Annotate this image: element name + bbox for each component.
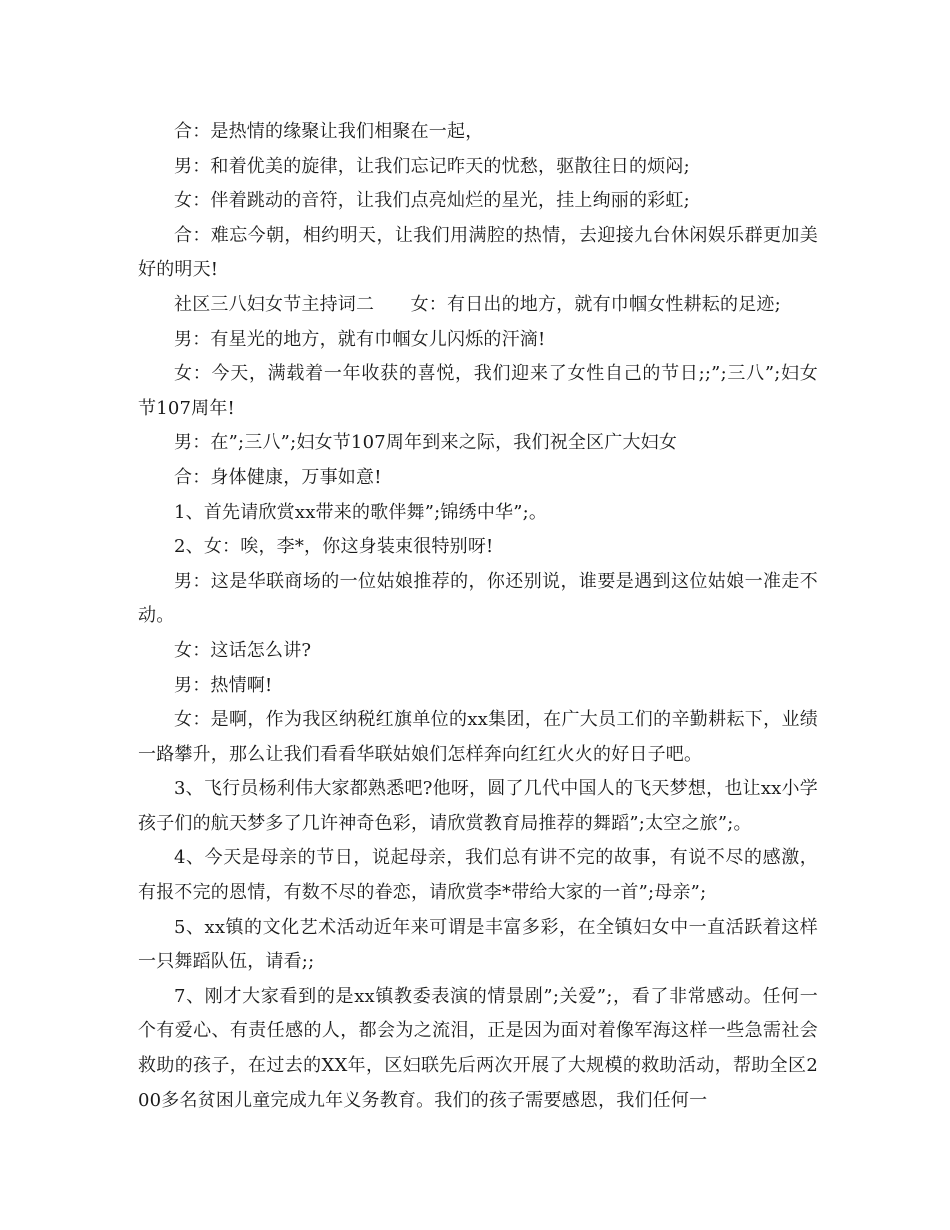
paragraph: 女：今天，满载着一年收获的喜悦，我们迎来了女性自己的节日;;”;三八”;妇女节107周年! xyxy=(138,363,818,419)
paragraph: 男：在”;三八”;妇女节107周年到来之际，我们祝全区广大妇女 xyxy=(174,432,678,454)
paragraph: 男：有星光的地方，就有巾帼女儿闪烁的汗滴! xyxy=(174,328,546,350)
paragraph: 2、女：唉，李*，你这身装束很特别呀! xyxy=(174,536,494,558)
paragraph: 女：这话怎么讲? xyxy=(174,639,312,661)
paragraph: 女：伴着跳动的音符，让我们点亮灿烂的星光，挂上绚丽的彩虹; xyxy=(174,190,690,212)
paragraph: 3、飞行员杨利伟大家都熟悉吧?他呀，圆了几代中国人的飞天梦想，也让xx小学孩子们的航天梦多了几许神奇色彩，请欣赏教育局推荐的舞蹈”;太空之旅”;。 xyxy=(138,778,818,834)
paragraph: 5、xx镇的文化艺术活动近年来可谓是丰富多彩，在全镇妇女中一直活跃着这样一只舞蹈队伍，请看;; xyxy=(138,916,818,973)
paragraph: 合：难忘今朝，相约明天，让我们用满腔的热情，去迎接九台休闲娱乐群更加美好的明天! xyxy=(138,224,818,281)
paragraph: 男：和着优美的旋律，让我们忘记昨天的忧愁，驱散往日的烦闷; xyxy=(174,155,690,177)
paragraph: 合：身体健康，万事如意! xyxy=(174,466,382,488)
paragraph: 社区三八妇女节主持词二 女：有日出的地方，就有巾帼女性耕耘的足迹; xyxy=(174,293,781,315)
document-body xyxy=(138,115,818,1118)
paragraph: 7、刚才大家看到的是xx镇教委表演的情景剧”;关爱”;，看了非常感动。任何一个有爱心、有责任感的人，都会为之流泪，正是因为面对着像军海这样一些急需社会救助的孩子，在过去的XX年，区妇联先后两次开展了大规模的救助活动，帮助全区200多名贫困儿童完成九年义务教育。我们的孩子需要感恩，我们任何一 xyxy=(138,985,818,1111)
paragraph: 1、首先请欣赏xx带来的歌伴舞”;锦绣中华”;。 xyxy=(174,501,548,523)
paragraph: 合：是热情的缘聚让我们相聚在一起， xyxy=(174,121,484,142)
paragraph: 女：是啊，作为我区纳税红旗单位的xx集团，在广大员工们的辛勤耕耘下，业绩一路攀升，那么让我们看看华联姑娘们怎样奔向红红火火的好日子吧。 xyxy=(138,709,818,765)
paragraph: 男：这是华联商场的一位姑娘推荐的，你还别说，谁要是遇到这位姑娘一准走不动。 xyxy=(138,570,818,627)
paragraph: 4、今天是母亲的节日，说起母亲，我们总有讲不完的故事，有说不尽的感激，有报不完的恩情，有数不尽的眷恋，请欣赏李*带给大家的一首”;母亲”; xyxy=(138,847,818,904)
paragraph: 男：热情啊! xyxy=(174,674,273,696)
